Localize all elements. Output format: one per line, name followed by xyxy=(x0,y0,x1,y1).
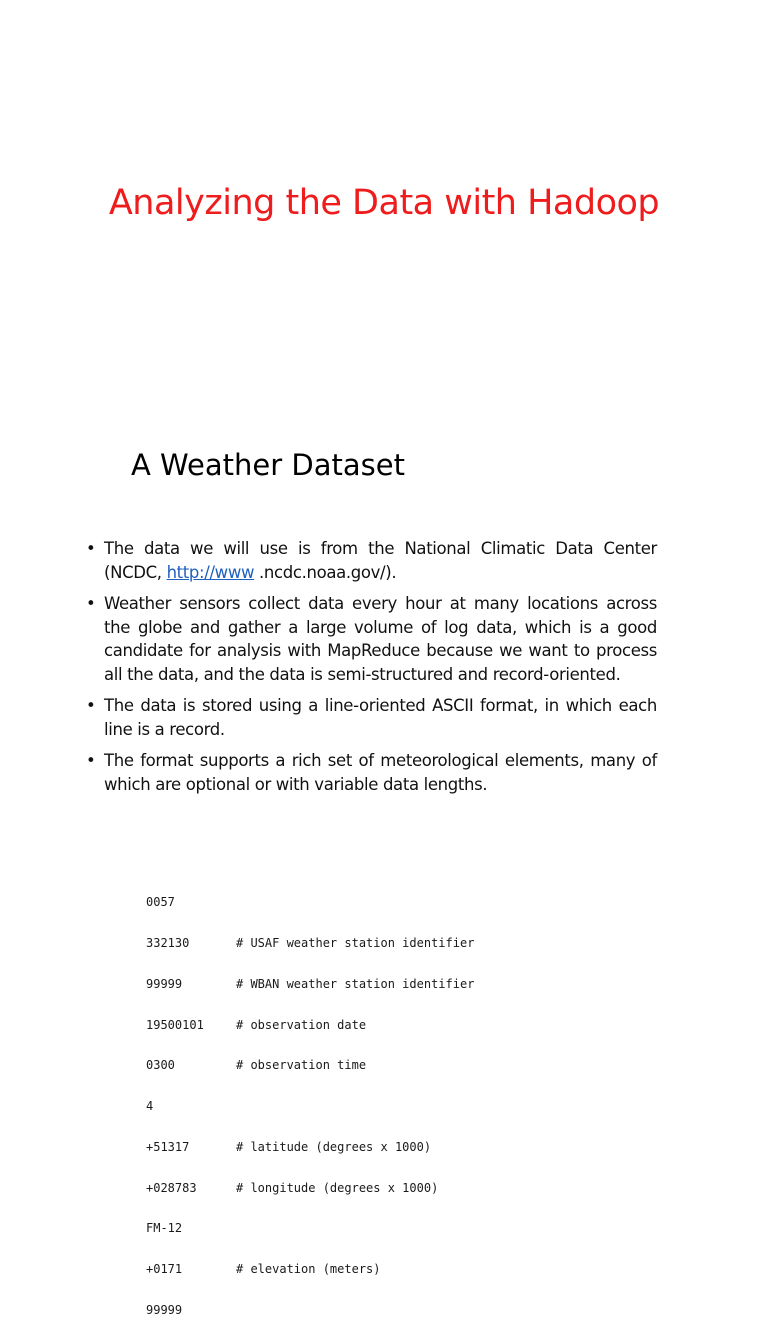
record-value: +51317 xyxy=(146,1139,190,1154)
sample-record-listing xyxy=(146,869,474,1331)
bullet-text: The data we will use is from the National Climatic Data Center (NCDC, xyxy=(104,539,657,582)
record-comment: # elevation (meters) xyxy=(236,1262,381,1277)
record-comment: # USAF weather station identifier xyxy=(236,935,475,950)
bullet-dot-icon: • xyxy=(86,539,96,558)
record-line xyxy=(146,1222,474,1236)
record-value: FM-12 xyxy=(146,1221,183,1236)
bullet-item-source xyxy=(86,537,657,584)
record-value: 4 xyxy=(146,1099,154,1114)
record-value: 332130 xyxy=(146,935,190,950)
record-line xyxy=(146,896,474,910)
bullet-item-sensors xyxy=(86,592,657,686)
bullet-list xyxy=(86,537,657,804)
record-line xyxy=(146,1263,474,1277)
record-line xyxy=(146,1019,474,1033)
bullet-dot-icon: • xyxy=(86,696,96,715)
record-comment: # longitude (degrees x 1000) xyxy=(236,1180,439,1195)
bullet-dot-icon: • xyxy=(86,594,96,613)
bullet-item-elements xyxy=(86,749,657,796)
record-value: 0300 xyxy=(146,1058,175,1073)
bullet-item-format xyxy=(86,694,657,741)
record-line xyxy=(146,1182,474,1196)
record-value: 19500101 xyxy=(146,1017,204,1032)
record-comment: # observation date xyxy=(236,1017,367,1032)
record-comment: # WBAN weather station identifier xyxy=(236,976,475,991)
record-value: 99999 xyxy=(146,976,183,991)
record-comment: # latitude (degrees x 1000) xyxy=(236,1139,432,1154)
bullet-text-tail: .ncdc.noaa.gov/). xyxy=(254,562,397,582)
record-value: 99999 xyxy=(146,1303,183,1317)
record-line xyxy=(146,1059,474,1073)
slide-title: Analyzing the Data with Hadoop xyxy=(108,183,660,223)
record-line xyxy=(146,937,474,951)
bullet-text: The format supports a rich set of meteorological elements, many of which are optional or with variable data lengths. xyxy=(104,751,657,794)
record-line xyxy=(146,1304,474,1318)
bullet-dot-icon: • xyxy=(86,751,96,770)
bullet-text: Weather sensors collect data every hour at many locations across the globe and gather a large volume of log data, which is a good candidate for analysis with MapReduce because we want to process all the data, and the data is semi-structured and record-oriented. xyxy=(104,594,657,684)
record-line xyxy=(146,1141,474,1155)
record-value: +0171 xyxy=(146,1262,183,1277)
bullet-text: The data is stored using a line-oriented ASCII format, in which each line is a record. xyxy=(104,696,657,739)
section-heading: A Weather Dataset xyxy=(131,448,405,482)
record-comment: # observation time xyxy=(236,1058,367,1073)
record-value: +028783 xyxy=(146,1180,197,1195)
ncdc-link[interactable]: http://www xyxy=(166,562,255,582)
record-line xyxy=(146,978,474,992)
record-value: 0057 xyxy=(146,895,175,910)
record-line xyxy=(146,1100,474,1114)
